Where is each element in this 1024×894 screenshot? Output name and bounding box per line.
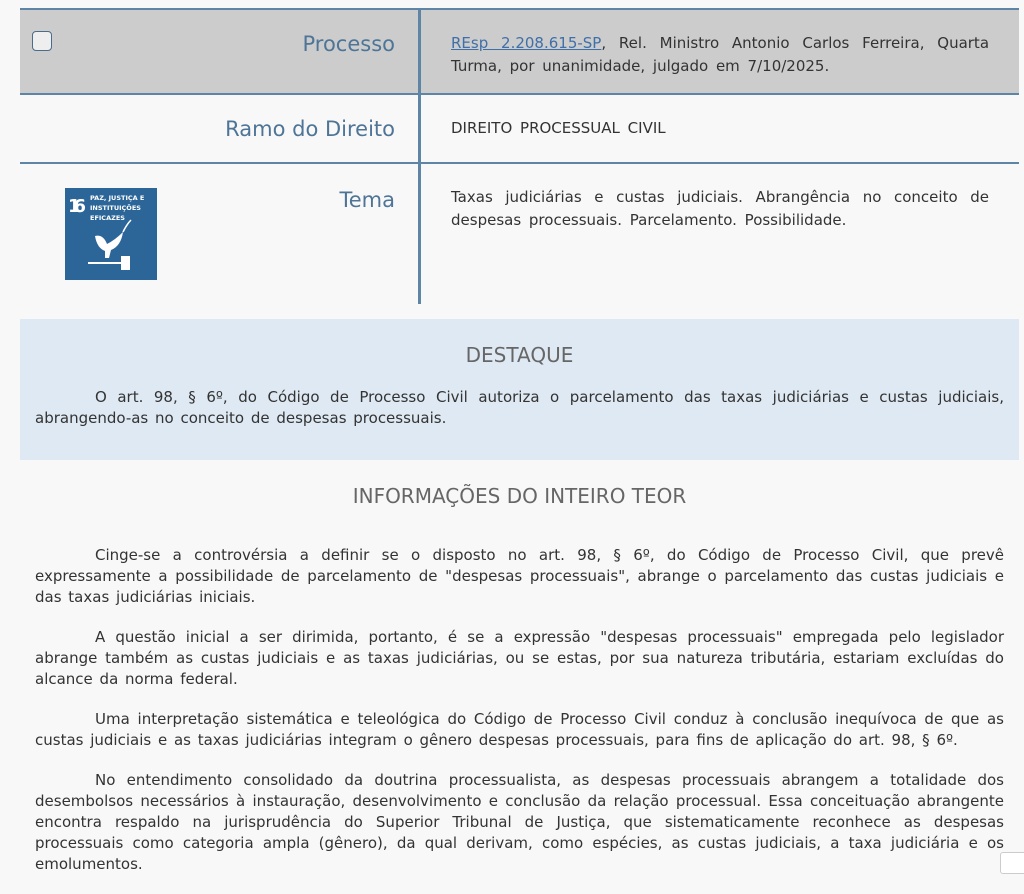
processo-label: Processo: [302, 32, 395, 56]
row-ramo: [20, 95, 1019, 164]
process-link[interactable]: REsp 2.208.615-SP: [451, 34, 602, 52]
row-tema: [20, 164, 1019, 304]
inteiro-teor-title: INFORMAÇÕES DO INTEIRO TEOR: [352, 484, 687, 508]
svg-text:INSTITUIÇÕES: INSTITUIÇÕES: [90, 204, 141, 212]
select-checkbox[interactable]: [32, 31, 52, 51]
tema-value: Taxas judiciárias e custas judiciais. Abrangência no conceito de despesas processuais. Parcelamento. Possibilidade.: [451, 188, 989, 229]
tema-label: Tema: [339, 188, 395, 212]
row-processo: [20, 10, 1019, 95]
processo-value: [421, 10, 1019, 93]
svg-text:EFICAZES: EFICAZES: [90, 214, 125, 222]
paragraph: No entendimento consolidado da doutrina processualista, as despesas processuais abrangem a totalidade dos desembolsos necessários à instauração, desenvolvimento e conclusão da relação processual. Essa conceituação abrangente encontra respaldo na jurisprudência do Superior Tribunal de Justiça, que sistematicamente reconhece as despesas processuais como categoria ampla (gênero), da qual derivam, como espécies, as custas judiciais, a taxa judiciária e os emolumentos.: [35, 771, 1004, 873]
case-info-table: [20, 8, 1019, 304]
svg-text:PAZ, JUSTIÇA E: PAZ, JUSTIÇA E: [90, 194, 145, 202]
destaque-title: DESTAQUE: [465, 343, 574, 367]
inteiro-teor-section: [20, 484, 1019, 894]
paragraph: Cinge-se a controvérsia a definir se o disposto no art. 98, § 6º, do Código de Processo Civil, que prevê expressamente a possibilidade de parcelamento de "despesas processuais", abrange o parcelamento das custas judiciais e das taxas judiciárias iniciais.: [35, 546, 1004, 606]
scroll-to-top-button[interactable]: [1000, 852, 1024, 874]
svg-text:16: 16: [68, 196, 86, 217]
paragraph: A questão inicial a ser dirimida, portanto, é se a expressão "despesas processuais" empregada pelo legislador abrange também as custas judiciais e as taxas judiciárias, ou se estas, por sua natureza tributária, estariam excluídas do alcance da norma federal.: [35, 628, 1004, 688]
paragraph: Uma interpretação sistemática e teleológica do Código de Processo Civil conduz à conclusão inequívoca de que as custas judiciais e as taxas judiciárias integram o gênero despesas processuais, para fins de aplicação do art. 98, § 6º.: [35, 710, 1004, 749]
processo-details: , Rel. Ministro Antonio Carlos Ferreira, Quarta Turma, por unanimidade, julgado em 7/10/2025.: [451, 34, 990, 75]
ramo-value: DIREITO PROCESSUAL CIVIL: [451, 119, 666, 137]
sdg-16-icon: [65, 188, 157, 280]
destaque-section: [20, 319, 1019, 460]
ramo-label: Ramo do Direito: [20, 95, 421, 162]
destaque-text: O art. 98, § 6º, do Código de Processo Civil autoriza o parcelamento das taxas judiciárias e custas judiciais, abrangendo-as no conceito de despesas processuais.: [35, 388, 1004, 427]
